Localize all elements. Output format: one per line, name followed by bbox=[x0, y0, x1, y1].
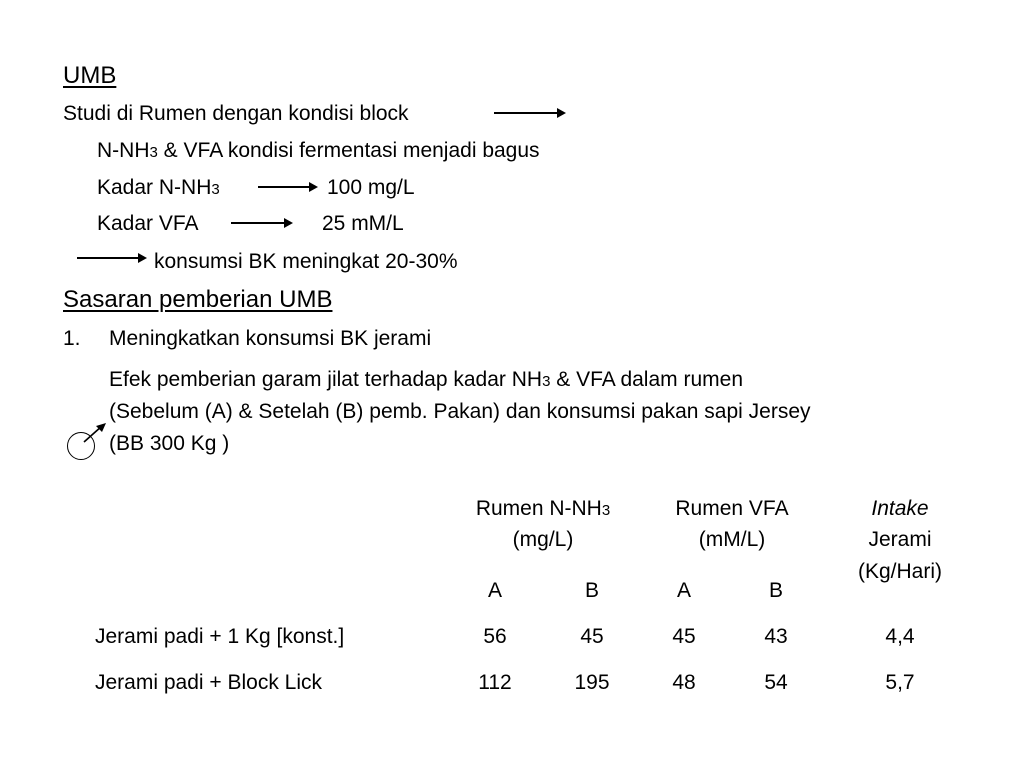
heading-umb: UMB bbox=[63, 62, 117, 89]
nnh3-subscript: 3 bbox=[149, 144, 158, 161]
table-subheader-b: B bbox=[768, 579, 783, 602]
efek-line-3: (BB 300 Kg ) bbox=[109, 432, 230, 455]
table-subheader-a: A bbox=[487, 579, 502, 602]
kadar-vfa-value: 25 mM/L bbox=[322, 212, 404, 235]
efek-subscript: 3 bbox=[542, 373, 551, 390]
konsumsi-line: konsumsi BK meningkat 20-30% bbox=[154, 250, 458, 273]
kadar-nnh3-text: Kadar N-NH bbox=[97, 176, 212, 199]
table-cell: 45 bbox=[672, 625, 696, 648]
table-cell: 112 bbox=[478, 671, 512, 694]
kadar-nnh3-value: 100 mg/L bbox=[327, 176, 415, 199]
arrow-right-icon bbox=[231, 218, 293, 228]
study-line: Studi di Rumen dengan kondisi block bbox=[63, 102, 409, 125]
table-header-jerami: Jerami bbox=[868, 528, 932, 551]
table-row-label: Jerami padi + 1 Kg [konst.] bbox=[95, 625, 345, 648]
nnh3-vfa-text-a: N-NH bbox=[97, 139, 150, 162]
nnh3-vfa-text-b: & VFA kondisi fermentasi menjadi bagus bbox=[157, 139, 540, 162]
table-cell: 54 bbox=[764, 671, 788, 694]
arrow-right-icon bbox=[258, 182, 318, 192]
nnh3-vfa-line bbox=[97, 140, 540, 161]
table-header-kg-hari: (Kg/Hari) bbox=[857, 560, 942, 583]
table-header-nnh3 bbox=[443, 498, 643, 519]
efek-line-2: (Sebelum (A) & Setelah (B) pemb. Pakan) dan konsumsi pakan sapi Jersey bbox=[109, 400, 811, 423]
table-cell: 4,4 bbox=[885, 625, 915, 648]
table-cell: 43 bbox=[764, 625, 788, 648]
table-cell: 5,7 bbox=[885, 671, 915, 694]
table-subheader-a: A bbox=[676, 579, 691, 602]
table-header-intake: Intake bbox=[871, 497, 929, 520]
list-item: Meningkatkan konsumsi BK jerami bbox=[109, 327, 432, 350]
table-subheader-b: B bbox=[584, 579, 599, 602]
arrow-right-icon bbox=[77, 253, 147, 263]
table-row-label: Jerami padi + Block Lick bbox=[95, 671, 323, 694]
table-cell: 195 bbox=[574, 671, 610, 694]
kadar-vfa-label: Kadar VFA bbox=[97, 212, 199, 235]
table-header-nnh3-subscript: 3 bbox=[601, 502, 611, 519]
heading-sasaran: Sasaran pemberian UMB bbox=[63, 286, 333, 313]
table-header-nnh3-unit: (mg/L) bbox=[512, 528, 574, 551]
list-number: 1. bbox=[63, 327, 81, 350]
diagonal-arrow-icon bbox=[80, 420, 110, 450]
table-cell: 48 bbox=[672, 671, 696, 694]
efek-text-a: Efek pemberian garam jilat terhadap kadar NH bbox=[109, 368, 543, 391]
table-header-vfa-unit: (mM/L) bbox=[698, 528, 766, 551]
kadar-nnh3-subscript: 3 bbox=[211, 181, 220, 198]
table-cell: 45 bbox=[580, 625, 604, 648]
table-cell: 56 bbox=[483, 625, 507, 648]
kadar-nnh3-label bbox=[97, 177, 220, 198]
efek-line-1 bbox=[109, 369, 743, 390]
table-header-vfa: Rumen VFA bbox=[675, 497, 789, 520]
arrow-right-icon bbox=[494, 108, 566, 118]
table-header-nnh3-text: Rumen N-NH bbox=[475, 497, 602, 520]
efek-text-b: & VFA dalam rumen bbox=[550, 368, 743, 391]
